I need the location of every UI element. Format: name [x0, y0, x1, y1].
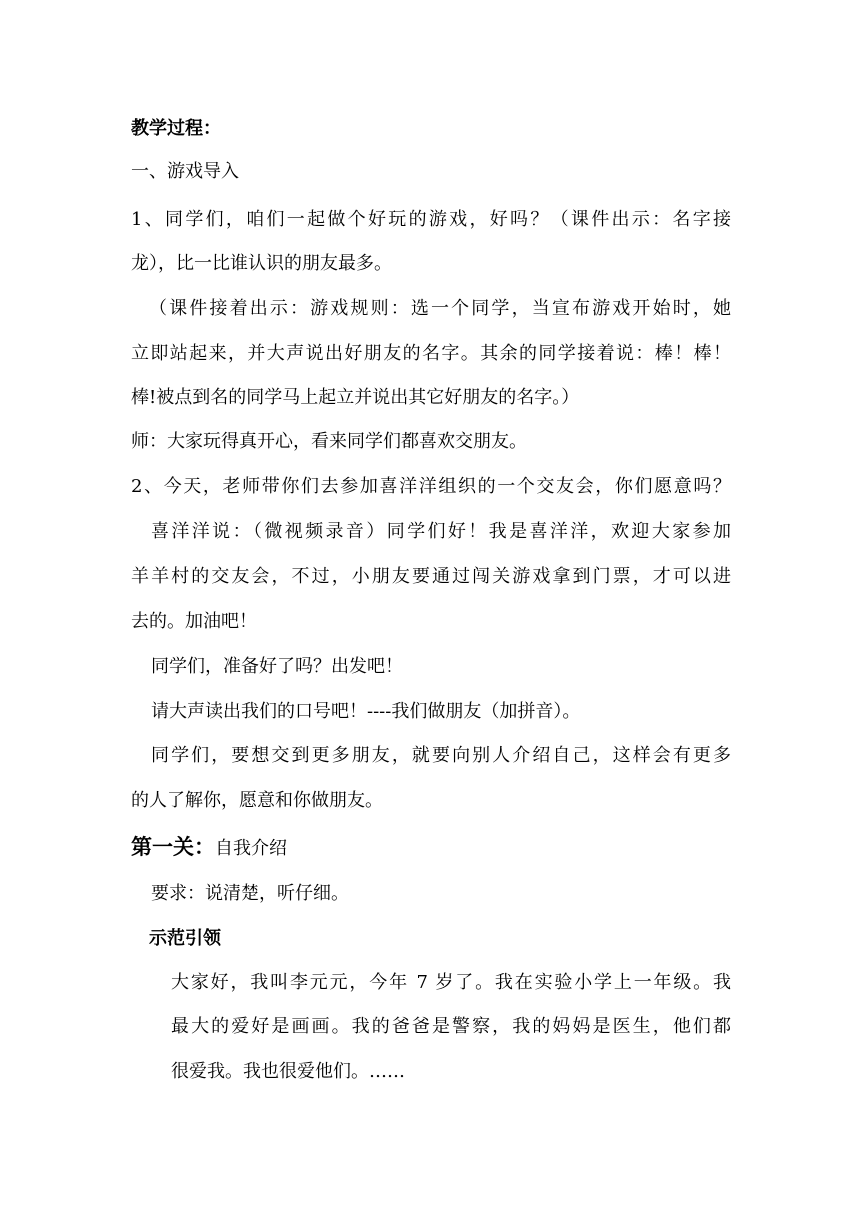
paragraph-3: 2、今天，老师带你们去参加喜洋洋组织的一个交友会，你们愿意吗？	[131, 476, 731, 497]
paragraph-7-line-1: 同学们，要想交到更多朋友，就要向别人介绍自己，这样会有更多	[151, 745, 731, 766]
paragraph-4-line-2: 羊羊村的交友会，不过，小朋友要通过闯关游戏拿到门票，才可以进	[131, 566, 731, 587]
paragraph-4-line-1: 喜洋洋说：（微视频录音）同学们好！我是喜洋洋，欢迎大家参加	[151, 521, 731, 542]
paragraph-2-line-3: 棒!被点到名的同学马上起立并说出其它好朋友的名字。）	[131, 387, 580, 408]
demo-line-1: 大家好，我叫李元元，今年 7 岁了。我在实验小学上一年级。我	[171, 972, 731, 993]
demo-line-2: 最大的爱好是画画。我的爸爸是警察，我的妈妈是医生，他们都	[171, 1016, 731, 1037]
paragraph-2-line-2: 立即站起来，并大声说出好朋友的名字。其余的同学接着说：棒！棒！	[131, 343, 731, 364]
level-1-title: 自我介绍	[215, 838, 287, 859]
paragraph-1-line-2: 龙），比一比谁认识的朋友最多。	[131, 253, 392, 274]
level-1-label: 第一关：	[131, 835, 215, 859]
demo-line-3: 很爱我。我也很爱他们。……	[171, 1061, 405, 1082]
paragraph-4-line-3: 去的。加油吧！	[131, 611, 257, 632]
teacher-remark: 师：大家玩得真开心，看来同学们都喜欢交朋友。	[131, 431, 527, 452]
demo-heading: 示范引领	[149, 928, 221, 949]
paragraph-7-line-2: 的人了解你，愿意和你做朋友。	[131, 790, 383, 811]
paragraph-2-line-1: （课件接着出示：游戏规则：选一个同学，当宣布游戏开始时，她	[149, 298, 731, 319]
paragraph-5: 同学们，准备好了吗？出发吧！	[151, 656, 403, 677]
paragraph-6: 请大声读出我们的口号吧！----我们做朋友（加拼音）。	[151, 701, 581, 722]
paragraph-1-line-1: 1、同学们，咱们一起做个好玩的游戏，好吗？（课件出示：名字接	[131, 209, 731, 230]
teaching-process-heading: 教学过程：	[131, 118, 221, 139]
section-game-intro: 一、游戏导入	[131, 161, 239, 182]
requirement-text: 要求：说清楚，听仔细。	[151, 883, 349, 904]
level-1-heading	[131, 835, 287, 861]
